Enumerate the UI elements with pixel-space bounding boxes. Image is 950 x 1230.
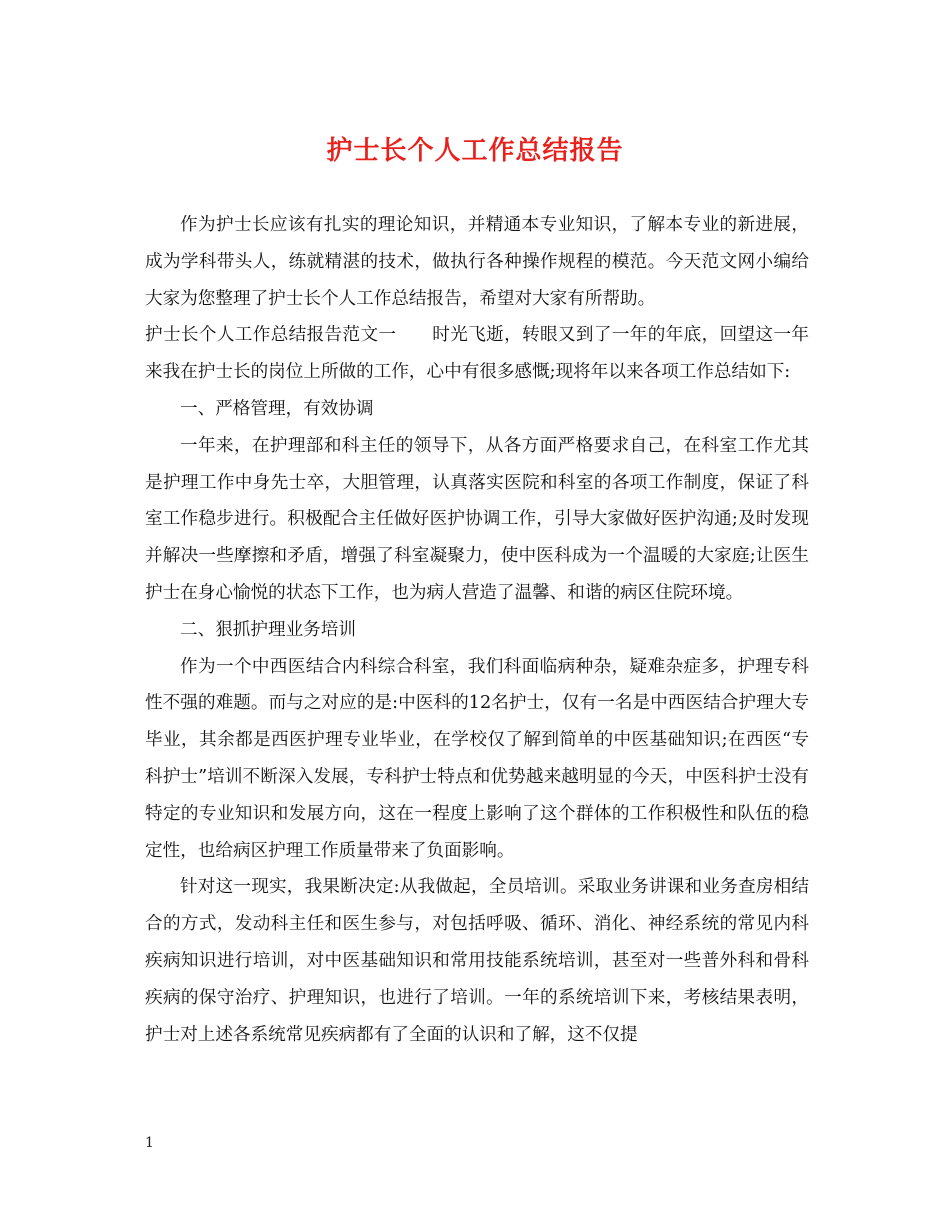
section-2-paragraph-1: 作为一个中西医结合内科综合科室，我们科面临病种杂，疑难杂症多，护理专科性不强的难题。而与之对应的是:中医科的12名护士，仅有一名是中西医结合护理大专毕业，其余都是西医护理专业毕业，在学校仅了解到简单的中医基础知识;在西医“专科护士”培训不断深入发展，专科护士特点和优势越来越明显的今天，中医科护士没有特定的专业知识和发展方向，这在一程度上影响了这个群体的工作积极性和队伍的稳定性，也给病区护理工作质量带来了负面影响。: [145, 656, 809, 861]
sample-intro-paragraph: 护士长个人工作总结报告范文一 时光飞逝，转眼又到了一年的年底，回望这一年来我在护士长的岗位上所做的工作，心中有很多感慨;现将年以来各项工作总结如下:: [145, 325, 809, 383]
section-heading-2: 二、狠抓护理业务培训: [180, 619, 356, 640]
section-2-paragraph-2: 针对这一现实，我果断决定:从我做起，全员培训。采取业务讲课和业务查房相结合的方式，发动科主任和医生参与，对包括呼吸、循环、消化、神经系统的常见内科疾病知识进行培训，对中医基础知识和常用技能系统培训，甚至对一些普外科和骨科疾病的保守治疗、护理知识，也进行了培训。一年的系统培训下来，考核结果表明，护士对上述各系统常见疾病都有了全面的认识和了解，这不仅提: [145, 877, 809, 1045]
document-title: 护士长个人工作总结报告: [326, 136, 624, 166]
page-number: 1: [145, 1135, 154, 1151]
section-1-paragraph: 一年来，在护理部和科主任的领导下，从各方面严格要求自己，在科室工作尤其是护理工作中身先士卒，大胆管理，认真落实医院和科室的各项工作制度，保证了科室工作稳步进行。积极配合主任做好医护协调工作，引导大家做好医护沟通;及时发现并解决一些摩擦和矛盾，增强了科室凝聚力，使中医科成为一个温暖的大家庭;让医生护士在身心愉悦的状态下工作，也为病人营造了温馨、和谐的病区住院环境。: [145, 435, 809, 603]
intro-paragraph: 作为护士长应该有扎实的理论知识，并精通本专业知识，了解本专业的新进展，成为学科带头人，练就精湛的技术，做执行各种操作规程的模范。今天范文网小编给大家为您整理了护士长个人工作总结报告，希望对大家有所帮助。: [145, 215, 809, 309]
section-heading-1: 一、严格管理，有效协调: [180, 398, 374, 419]
document-body: [145, 207, 809, 1053]
